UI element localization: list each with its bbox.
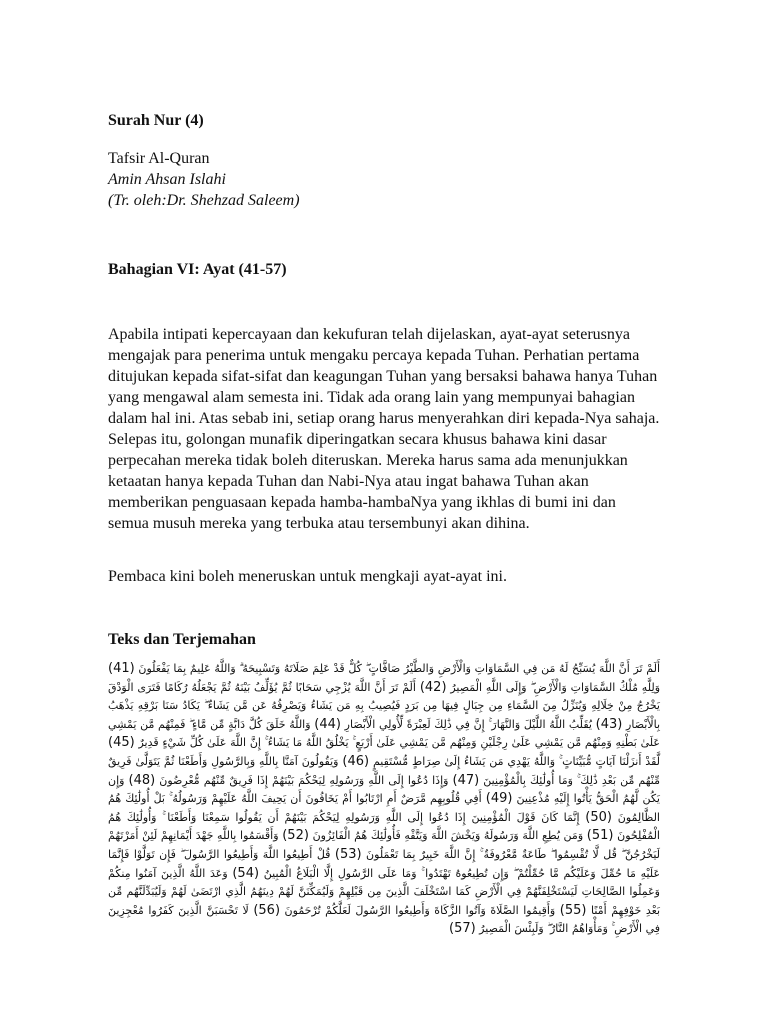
arabic-verse-text: لَا تَحْسَبَنَّ الَّذِينَ كَفَرُوا مُعْجِزِينَ فِي الْأَرْضِ ۚ وَمَأْوَاهُمُ النَّارُ ۖ وَلَبِئْسَ الْمَصِيرُ (108, 903, 660, 936)
arabic-verse-text: لَّقَدْ أَنزَلْنَا آيَاتٍ مُّبَيِّنَاتٍ ۚ وَاللَّهُ يَهْدِي مَن يَشَاءُ إِلَىٰ صِرَاطٍ مُّسْتَقِيمٍ (369, 754, 660, 768)
arabic-verse-text: أَلَمْ تَرَ أَنَّ اللَّهَ يُسَبِّحُ لَهُ مَن فِي السَّمَاوَاتِ وَالْأَرْضِ وَالطَّيْرُ صَافَّاتٍ ۖ كُلٌّ قَدْ عَلِمَ صَلَاتَهُ وَتَسْبِيحَهُ ۗ وَاللَّهُ عَلِيمٌ بِمَا يَفْعَلُونَ (134, 662, 660, 675)
verse-number: (49) (485, 791, 513, 807)
verse-number: (54) (232, 865, 260, 881)
arabic-verse-text: وَأَقِيمُوا الصَّلَاةَ وَآتُوا الزَّكَاةَ وَأَطِيعُوا الرَّسُولَ لَعَلَّكُمْ تُرْحَمُونَ (280, 903, 556, 917)
verse-number: (46) (342, 753, 370, 769)
section-heading: Bahagian VI: Ayat (41-57) (108, 261, 287, 278)
arabic-verse-text: وَاللَّهُ خَلَقَ كُلَّ دَابَّةٍ مِّن مَّاءٍ ۖ فَمِنْهُم مَّن يَمْشِي عَلَىٰ بَطْنِهِ وَمِنْهُم مَّن يَمْشِي عَلَىٰ رِجْلَيْنِ وَمِنْهُم مَّن يَمْشِي عَلَىٰ أَرْبَعٍ ۚ يَخْلُقُ اللَّهُ مَا يَشَاءُ ۚ إِنَّ اللَّهَ عَلَىٰ كُلِّ شَيْءٍ قَدِيرٌ (108, 717, 660, 750)
text-translation-heading: Teks dan Terjemahan (108, 631, 256, 648)
arabic-verses-block (108, 660, 660, 939)
arabic-verse-text: إِنَّمَا كَانَ قَوْلَ الْمُؤْمِنِينَ إِذَا دُعُوا إِلَى اللَّهِ وَرَسُولِهِ لِيَحْكُمَ بَيْنَهُمْ أَن يَقُولُوا سَمِعْنَا وَأَطَعْنَا ۚ وَأُولَٰئِكَ هُمُ الْمُفْلِحُونَ (108, 810, 660, 843)
credits-block (108, 148, 660, 211)
arabic-verse-text: وَيَقُولُونَ آمَنَّا بِاللَّهِ وَبِالرَّسُولِ وَأَطَعْنَا ثُمَّ يَتَوَلَّىٰ فَرِيقٌ مِّنْهُم مِّن بَعْدِ ذَٰلِكَ ۚ وَمَا أُولَٰئِكَ بِالْمُؤْمِنِينَ (108, 754, 660, 787)
verse-number: (56) (253, 902, 281, 918)
arabic-verse-text: أَفِي قُلُوبِهِم مَّرَضٌ أَمِ ارْتَابُوا أَمْ يَخَافُونَ أَن يَحِيفَ اللَّهُ عَلَيْهِمْ وَرَسُولُهُ ۚ بَلْ أُولَٰئِكَ هُمُ الظَّالِمُونَ (108, 792, 660, 824)
credits-work-title: Tafsir Al-Quran (108, 150, 210, 167)
arabic-verse-text: وَإِن يَكُن لَّهُمُ الْحَقُّ يَأْتُوا إِلَيْهِ مُذْعِنِينَ (108, 773, 660, 806)
verse-number: (47) (452, 772, 480, 788)
arabic-verse-text: وَمَن يُطِعِ اللَّهَ وَرَسُولَهُ وَيَخْشَ اللَّهَ وَيَتَّقْهِ فَأُولَٰئِكَ هُمُ الْفَائِزُونَ (308, 829, 584, 843)
verse-number: (48) (128, 772, 156, 788)
verse-number: (53) (334, 846, 362, 862)
continue-paragraph: Pembaca kini boleh meneruskan untuk mengkaji ayat-ayat ini. (108, 568, 507, 585)
arabic-verse-text: يُقَلِّبُ اللَّهُ اللَّيْلَ وَالنَّهَارَ ۚ إِنَّ فِي ذَٰلِكَ لَعِبْرَةً لِّأُولِي الْأَبْصَارِ (340, 717, 592, 731)
verse-number: (42) (419, 679, 447, 695)
arabic-verse-text: وَعَدَ اللَّهُ الَّذِينَ آمَنُوا مِنكُمْ وَعَمِلُوا الصَّالِحَاتِ لَيَسْتَخْلِفَنَّهُمْ فِي الْأَرْضِ كَمَا اسْتَخْلَفَ الَّذِينَ مِن قَبْلِهِمْ وَلَيُمَكِّنَنَّ لَهُمْ دِينَهُمُ الَّذِي ارْتَضَىٰ لَهُمْ وَلَيُبَدِّلَنَّهُم مِّن بَعْدِ خَوْفِهِمْ أَمْنًا (108, 866, 661, 917)
verse-number: (50) (585, 809, 612, 825)
verse-number: (44) (314, 716, 341, 732)
verse-number: (43) (595, 716, 623, 732)
arabic-verse-text: أَلَمْ تَرَ أَنَّ اللَّهَ يُزْجِي سَحَابًا ثُمَّ يُؤَلِّفُ بَيْنَهُ ثُمَّ يَجْعَلُهُ رُكَامًا فَتَرَى الْوَدْقَ يَخْرُجُ مِنْ خِلَالِهِ وَيُنَزِّلُ مِنَ السَّمَاءِ مِن جِبَالٍ فِيهَا مِن بَرَدٍ فَيُصِيبُ بِهِ مَن يَشَاءُ وَيَصْرِفُهُ عَن مَّن يَشَاءُ ۖ يَكَادُ سَنَا بَرْقِهِ يَذْهَبُ بِالْأَبْصَارِ (108, 680, 661, 731)
verse-number: (51) (586, 828, 614, 844)
arabic-verse-text: وَإِذَا دُعُوا إِلَى اللَّهِ وَرَسُولِهِ لِيَحْكُمَ بَيْنَهُمْ إِذَا فَرِيقٌ مِّنْهُم مُّعْرِضُونَ (155, 773, 449, 787)
document-title: Surah Nur (4) (108, 112, 204, 129)
arabic-verse-text: وَأَقْسَمُوا بِاللَّهِ جَهْدَ أَيْمَانِهِمْ لَئِنْ أَمَرْتَهُمْ لَيَخْرُجُنَّ ۖ قُل لَّا تُقْسِمُوا ۖ طَاعَةٌ مَّعْرُوفَةٌ ۚ إِنَّ اللَّهَ خَبِيرٌ بِمَا تَعْمَلُونَ (108, 829, 661, 861)
arabic-verse-text: وَلِلَّهِ مُلْكُ السَّمَاوَاتِ وَالْأَرْضِ ۖ وَإِلَى اللَّهِ الْمَصِيرُ (446, 680, 661, 694)
verse-number: (45) (108, 735, 135, 751)
verse-number: (52) (282, 828, 309, 844)
credits-translator: (Tr. oleh:Dr. Shehzad Saleem) (108, 192, 300, 209)
intro-paragraph: Apabila intipati kepercayaan dan kekufuran telah dijelaskan, ayat-ayat seterusnya mengajak para penerima untuk mengaku percaya kepada Tuhan. Perhatian pertama ditujukan kepada sifat-sifat dan keagungan Tuhan yang bersaksi bahawa hanya Tuhan yang mengawal alam semesta ini. Tidak ada orang lain yang mempunyai bahagian dalam hal ini. Atas sebab ini, setiap orang harus menyerahkan diri kepada-Nya sahaja. Selepas itu, golongan munafik diperingatkan secara khusus bahawa kini dasar perpecahan mereka tidak boleh diteruskan. Mereka harus sama ada menunjukkan ketaatan hanya kepada Tuhan dan Nabi-Nya atau ingat bahawa Tuhan akan memberikan penguasaan kepada hamba-hambaNya yang ikhlas di bumi ini dan semua musuh mereka yang terbuka atau tersembunyi akan dihina. (108, 326, 660, 532)
credits-author: Amin Ahsan Islahi (108, 171, 226, 188)
verse-number: (57) (448, 921, 476, 937)
verse-number: (55) (559, 902, 587, 918)
arabic-verse-text: قُلْ أَطِيعُوا اللَّهَ وَأَطِيعُوا الرَّسُولَ ۖ فَإِن تَوَلَّوْا فَإِنَّمَا عَلَيْهِ مَا حُمِّلَ وَعَلَيْكُم مَّا حُمِّلْتُمْ ۖ وَإِن تُطِيعُوهُ تَهْتَدُوا ۚ وَمَا عَلَى الرَّسُولِ إِلَّا الْبَلَاغُ الْمُبِينُ (108, 847, 661, 880)
verse-number: (41) (108, 661, 135, 676)
